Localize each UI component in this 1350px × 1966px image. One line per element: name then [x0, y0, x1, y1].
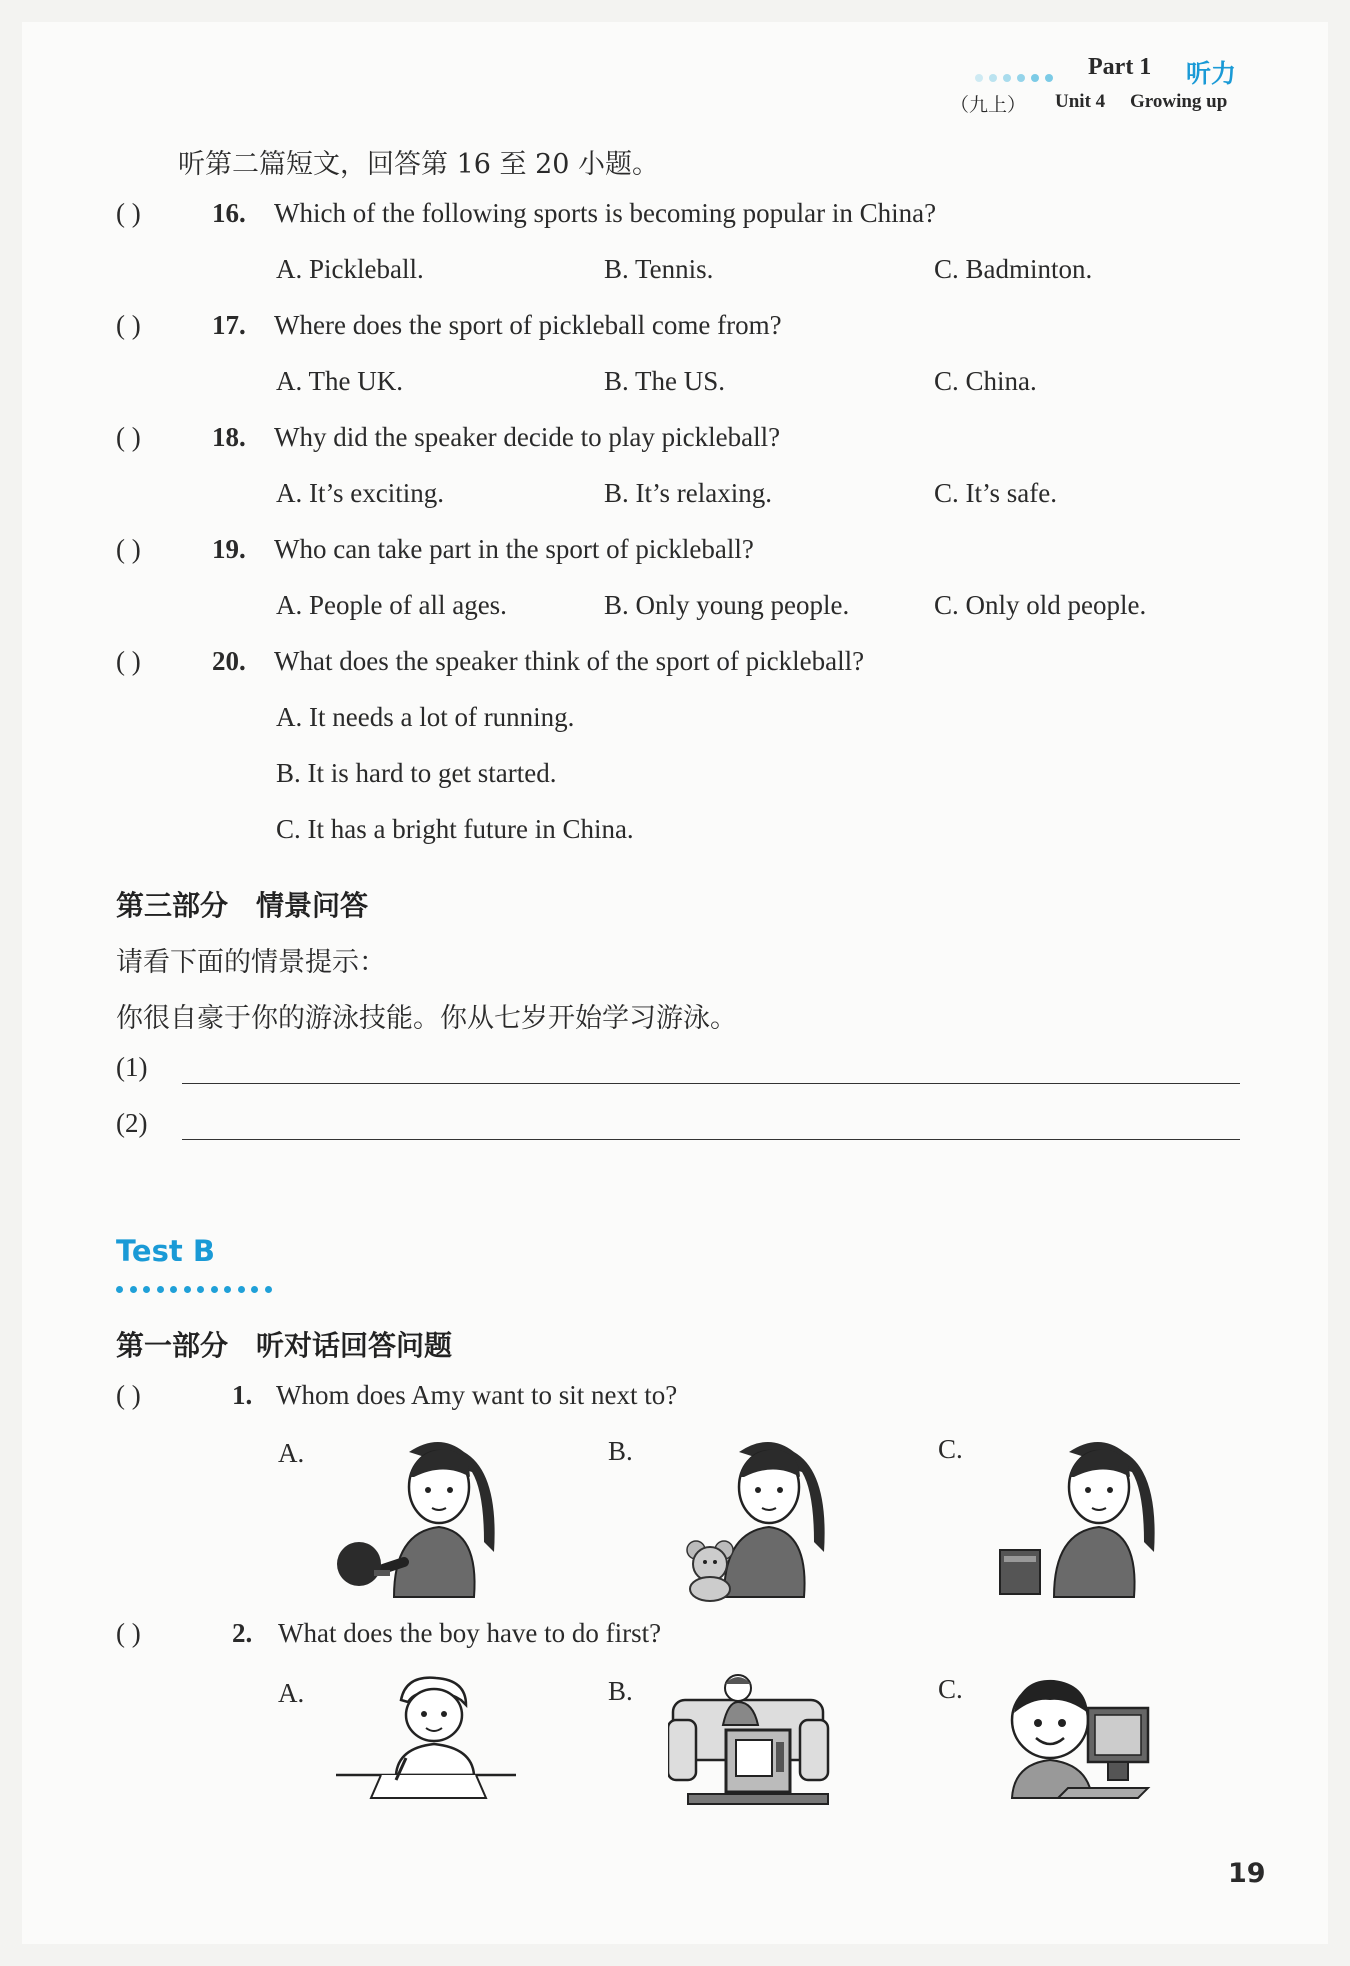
header-part: Part 1 [1088, 54, 1152, 80]
picture-label-c: C. [938, 1434, 963, 1464]
part3-prompt: 你很自豪于你的游泳技能。你从七岁开始学习游泳。 [116, 1003, 737, 1034]
option-b: B. The US. [604, 366, 726, 396]
question-number: 19. [212, 534, 246, 564]
question-text: What does the speaker think of the sport of pickleball? [274, 646, 865, 676]
girl-watching-tv-icon[interactable] [668, 1670, 838, 1820]
option-c: C. It’s safe. [934, 478, 1057, 508]
option-c: C. Badminton. [934, 254, 1093, 284]
question-text: Where does the sport of pickleball come from? [274, 310, 782, 340]
option-c: C. It has a bright future in China. [276, 814, 634, 844]
question-text: What does the boy have to do first? [278, 1618, 662, 1648]
part3-prompt-label: 请看下面的情景提示： [116, 947, 386, 978]
page-number: 19 [1228, 1858, 1266, 1889]
picture-label-b: B. [608, 1436, 633, 1466]
answer-paren[interactable]: ( ) [116, 198, 141, 228]
option-a: A. People of all ages. [276, 590, 507, 620]
answer-paren[interactable]: ( ) [116, 534, 141, 564]
question-number: 1. [232, 1380, 253, 1410]
answer-paren[interactable]: ( ) [116, 1380, 141, 1410]
header-section: 听力 [1186, 59, 1237, 88]
question-text: Whom does Amy want to sit next to? [276, 1380, 678, 1410]
answer-paren[interactable]: ( ) [116, 1618, 141, 1648]
option-c: C. China. [934, 366, 1037, 396]
boy-using-computer-icon[interactable] [998, 1668, 1178, 1808]
girl-teddy-bear-icon[interactable] [664, 1432, 844, 1602]
option-a: A. Pickleball. [276, 254, 424, 284]
test-b-title: Test B [116, 1234, 215, 1268]
header-grade: （九上） [950, 95, 1027, 116]
part3-title: 第三部分 情景问答 [116, 889, 369, 922]
passage-instruction: 听第二篇短文，回答第 16 至 20 小题。 [178, 149, 660, 180]
answer-line-1[interactable] [182, 1083, 1240, 1084]
header-unit-title: Growing up [1130, 91, 1228, 112]
blank-label-2: (2) [116, 1108, 148, 1138]
option-c: C. Only old people. [934, 590, 1147, 620]
question-number: 20. [212, 646, 246, 676]
question-text: Which of the following sports is becoming popular in China? [274, 198, 937, 228]
option-a: A. It needs a lot of running. [276, 702, 575, 732]
question-number: 16. [212, 198, 246, 228]
question-number: 17. [212, 310, 246, 340]
picture-label-a: A. [278, 1678, 305, 1708]
option-a: A. The UK. [276, 366, 403, 396]
answer-line-2[interactable] [182, 1139, 1240, 1140]
boy-doing-homework-icon[interactable] [336, 1670, 526, 1810]
girl-ping-pong-paddle-icon[interactable] [334, 1432, 514, 1602]
option-a: A. It’s exciting. [276, 478, 444, 508]
option-b: B. Only young people. [604, 590, 850, 620]
picture-label-c: C. [938, 1674, 963, 1704]
option-b: B. Tennis. [604, 254, 714, 284]
girl-book-icon[interactable] [994, 1432, 1174, 1602]
answer-paren[interactable]: ( ) [116, 646, 141, 676]
question-number: 2. [232, 1618, 253, 1648]
question-text: Who can take part in the sport of pickleball? [274, 534, 754, 564]
option-b: B. It’s relaxing. [604, 478, 772, 508]
question-text: Why did the speaker decide to play pickleball? [274, 422, 781, 452]
answer-paren[interactable]: ( ) [116, 310, 141, 340]
picture-label-a: A. [278, 1438, 305, 1468]
blank-label-1: (1) [116, 1052, 148, 1082]
question-number: 18. [212, 422, 246, 452]
option-b: B. It is hard to get started. [276, 758, 557, 788]
header-unit: Unit 4 [1055, 91, 1106, 112]
answer-paren[interactable]: ( ) [116, 422, 141, 452]
picture-label-b: B. [608, 1676, 633, 1706]
test-b-dots [116, 1278, 278, 1297]
header-dots [975, 67, 1059, 86]
test-b-part1-title: 第一部分 听对话回答问题 [116, 1329, 453, 1362]
